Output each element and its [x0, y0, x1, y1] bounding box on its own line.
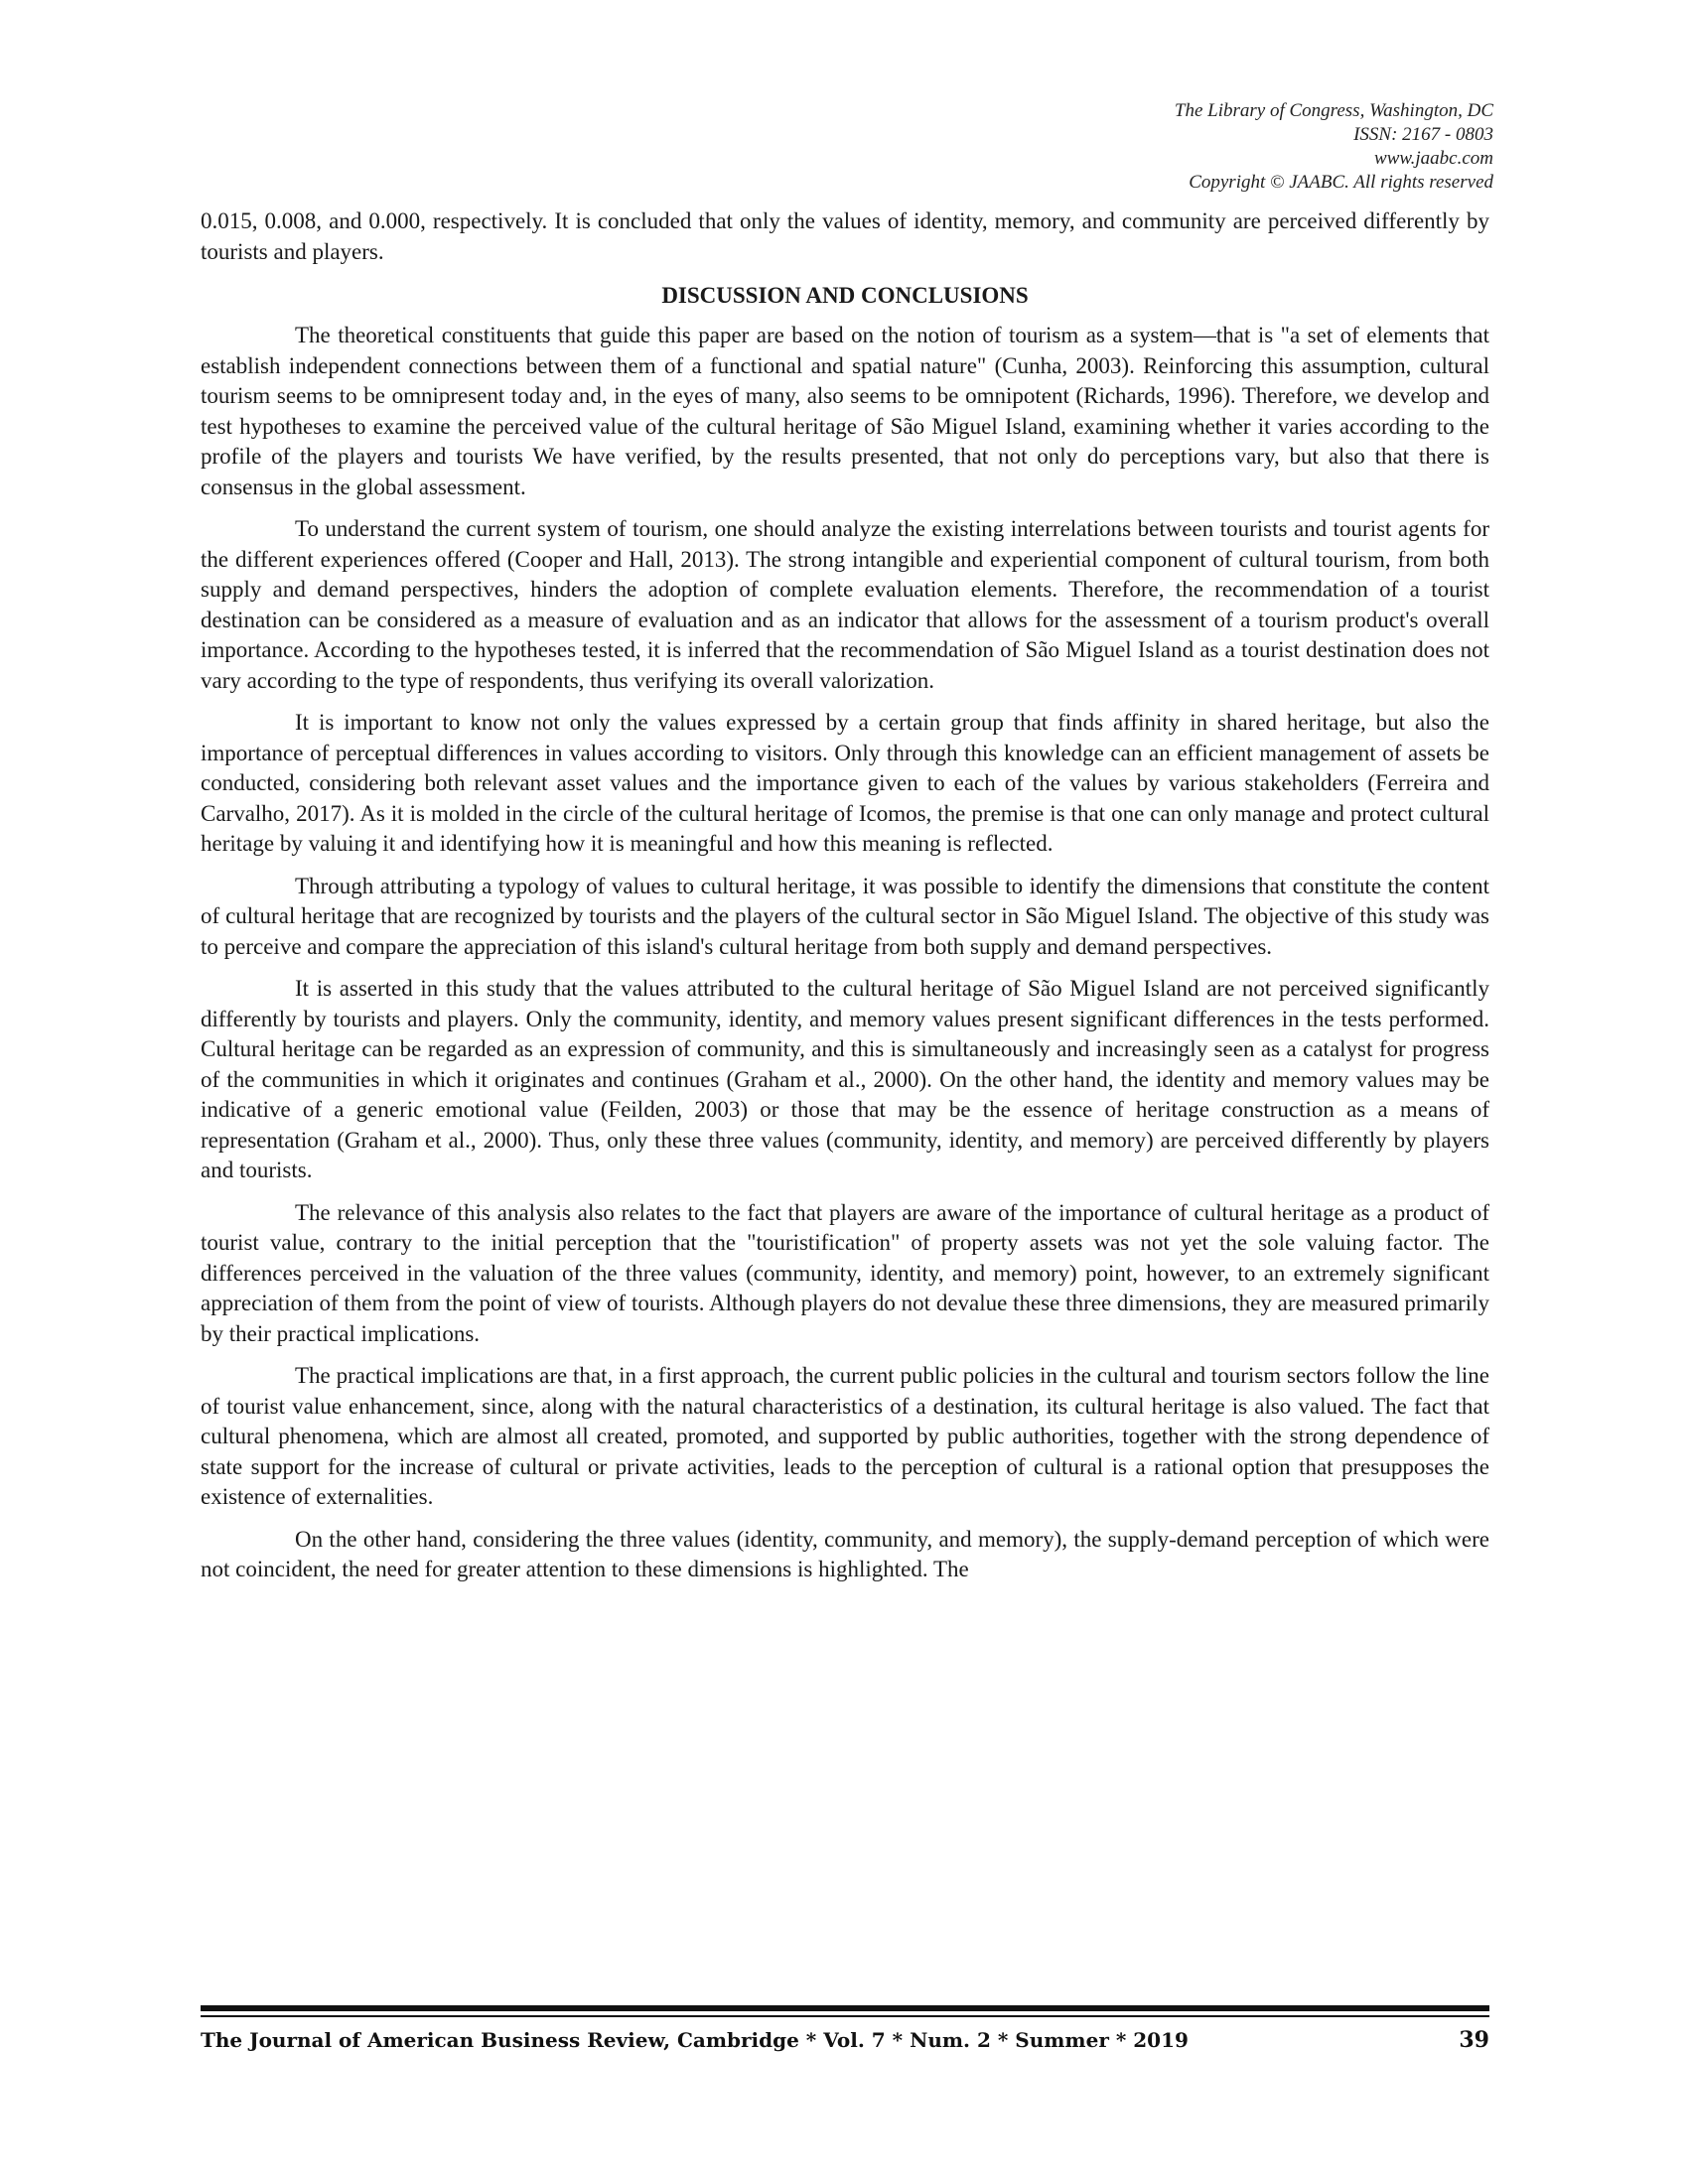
footer-journal-citation: The Journal of American Business Review, Cambridge * Vol. 7 * Num. 2 * Summer * 2019 [201, 2028, 1189, 2052]
intro-paragraph: 0.015, 0.008, and 0.000, respectively. It is concluded that only the values of identity, memory, and community are perceived differently by tourists and players. [201, 208, 1489, 264]
body-paragraph-2: To understand the current system of tourism, one should analyze the existing interrelations between tourists and tourist agents for the different experiences offered (Cooper and Hall, 2013). The strong intangible and experiential component of cultural tourism, from both supply and demand perspectives, hinders the adoption of complete evaluation elements. Therefore, the recommendation of a tourist destination can be considered as a measure of evaluation and as an indicator that allows for the assessment of a tourism product's overall importance. According to the hypotheses tested, it is inferred that the recommendation of São Miguel Island as a tourist destination does not vary according to the type of respondents, thus verifying its overall valorization. [201, 516, 1489, 693]
page-number: 39 [1459, 2027, 1489, 2053]
header-issn-line: ISSN: 2167 - 0803 [1353, 124, 1493, 145]
body-paragraph-8: On the other hand, considering the three values (identity, community, and memory), the supply-demand perception of which were not coincident, the need for greater attention to these dimensions is highlighted. The [201, 1526, 1489, 1581]
body-paragraph-6: The relevance of this analysis also relates to the fact that players are aware of the importance of cultural heritage as a product of tourist value, contrary to the initial perception that the "touristification" of property assets was not yet the sole valuing factor. The differences perceived in the valuation of the three values (community, identity, and memory) point, however, to an extremely significant appreciation of them from the point of view of tourists. Although players do not devalue these three dimensions, they are measured primarily by their practical implications. [201, 1199, 1489, 1346]
body-paragraph-5: It is asserted in this study that the values attributed to the cultural heritage of São Miguel Island are not perceived significantly differently by tourists and players. Only the community, identity, and memory values present significant differences in the tests performed. Cultural heritage can be regarded as an expression of community, and this is simultaneously and increasingly seen as a catalyst for progress of the communities in which it originates and continues (Graham et al., 2000). On the other hand, the identity and memory values may be indicative of a generic emotional value (Feilden, 2003) or those that may be the essence of heritage construction as a means of representation (Graham et al., 2000). Thus, only these three values (community, identity, and memory) are perceived differently by players and tourists. [201, 976, 1489, 1182]
running-header [1175, 99, 1493, 195]
footer-divider-thick [201, 2005, 1489, 2011]
running-footer [201, 2027, 1489, 2053]
body-paragraph-1: The theoretical constituents that guide this paper are based on the notion of tourism as a system—that is "a set of elements that establish independent connections between them of a functional and spatial nature" (Cunha, 2003). Reinforcing this assumption, cultural tourism seems to be omnipresent today and, in the eyes of many, also seems to be omnipotent (Richards, 1996). Therefore, we develop and test hypotheses to examine the perceived value of the cultural heritage of São Miguel Island, examining whether it varies according to the profile of the players and tourists We have verified, by the results presented, that not only do perceptions vary, but also that there is consensus in the global assessment. [201, 323, 1489, 499]
header-library-line: The Library of Congress, Washington, DC [1174, 100, 1493, 121]
header-website-line: www.jaabc.com [1374, 148, 1493, 169]
page-body [201, 206, 1489, 1585]
body-paragraph-7: The practical implications are that, in a first approach, the current public policies in the cultural and tourism sectors follow the line of tourist value enhancement, since, along with the natural characteristics of a destination, its cultural heritage is also valued. The fact that cultural phenomena, which are almost all created, promoted, and supported by public authorities, together with the strong dependence of state support for the increase of cultural or private activities, leads to the perception of cultural is a rational option that presupposes the existence of externalities. [201, 1363, 1489, 1509]
section-heading: DISCUSSION AND CONCLUSIONS [661, 283, 1029, 308]
footer-divider-thin [201, 2015, 1489, 2017]
body-paragraph-3: It is important to know not only the values expressed by a certain group that finds affinity in shared heritage, but also the importance of perceptual differences in values according to visitors. Only through this knowledge can an efficient management of assets be conducted, considering both relevant asset values and the importance given to each of the values by various stakeholders (Ferreira and Carvalho, 2017). As it is molded in the circle of the cultural heritage of Icomos, the premise is that one can only manage and protect cultural heritage by valuing it and identifying how it is meaningful and how this meaning is reflected. [201, 710, 1489, 856]
body-paragraph-4: Through attributing a typology of values to cultural heritage, it was possible to identify the dimensions that constitute the content of cultural heritage that are recognized by tourists and the players of the cultural sector in São Miguel Island. The objective of this study was to perceive and compare the appreciation of this island's cultural heritage from both supply and demand perspectives. [201, 873, 1489, 959]
header-copyright-line: Copyright © JAABC. All rights reserved [1189, 172, 1493, 193]
